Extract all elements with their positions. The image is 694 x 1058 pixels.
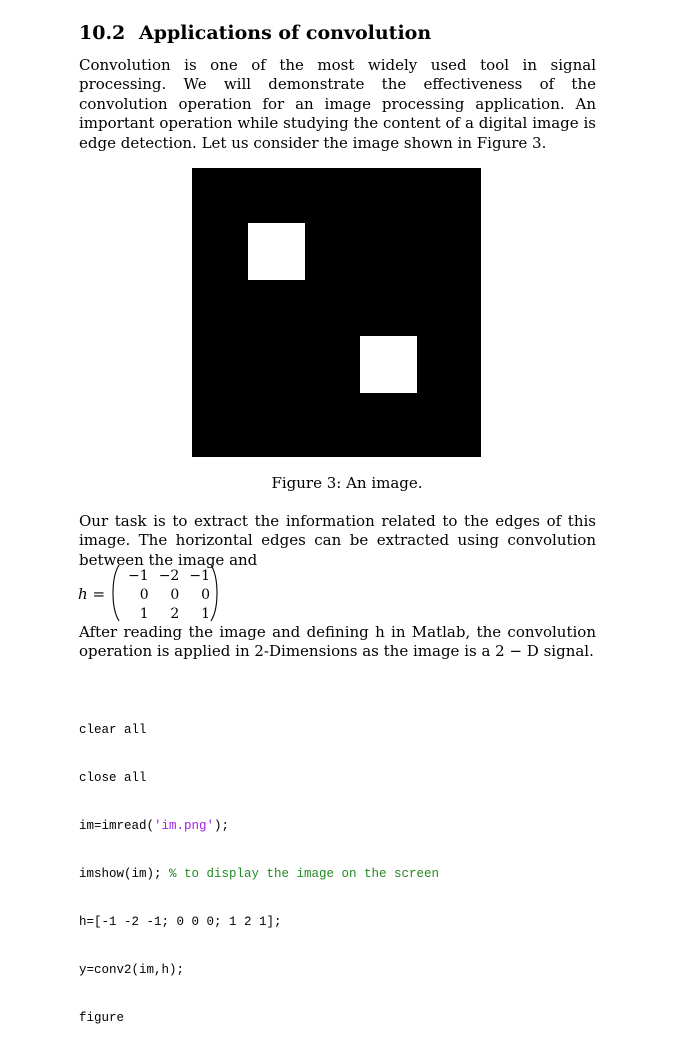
after-matrix-paragraph: After reading the image and defining h in Matlab, the convolution operation is applied in 2-Dimensions as the image is a 2 − D signal. — [79, 623, 596, 661]
code-line: y=conv2(im,h); — [79, 963, 185, 977]
matrix-cell: 0 — [201, 587, 211, 603]
matrix-left-paren — [110, 564, 120, 622]
figure-caption: Figure 3: An image. — [271, 474, 423, 492]
code-string: 'im.png' — [154, 819, 215, 833]
matrix-right-paren — [210, 564, 220, 622]
matrix-equals: = — [87, 585, 106, 603]
matrix-cell: 1 — [139, 606, 149, 622]
matrix-symbol: h — [78, 585, 88, 603]
code-line — [79, 818, 439, 834]
code-text: ); — [214, 819, 230, 833]
section-heading — [79, 22, 431, 44]
section-number: 10.2 — [79, 22, 126, 44]
code-line: figure — [79, 1011, 125, 1025]
convolution-kernel-matrix — [120, 567, 212, 624]
figure-3-image — [192, 168, 481, 457]
code-line — [79, 866, 439, 882]
matrix-cell: 2 — [170, 606, 180, 622]
task-paragraph: Our task is to extract the information related to the edges of this image. The horizontal edges can be extracted using convolution between the image and — [79, 512, 596, 569]
matrix-cell: −1 — [189, 568, 211, 584]
intro-paragraph: Convolution is one of the most widely used tool in signal processing. We will demonstrate the effectiveness of the convolution operation for an image processing application. An important operation while studying the content of a digital image is edge detection. Let us consider the image shown in Figure 3. — [79, 56, 596, 152]
white-square-top-left — [248, 223, 305, 280]
matrix-row — [120, 586, 212, 605]
white-square-bottom-right — [360, 336, 417, 393]
code-line: close all — [79, 771, 147, 785]
matrix-row — [120, 567, 212, 586]
code-text: imshow(im); — [79, 867, 170, 881]
code-line: clear all — [79, 723, 147, 737]
matrix-cell: −2 — [158, 568, 180, 584]
matrix-label — [78, 585, 105, 603]
matrix-cell: −1 — [128, 568, 149, 584]
matrix-cell: 0 — [170, 587, 180, 603]
code-text: im=imread( — [79, 819, 155, 833]
code-comment: % to display the image on the screen — [169, 867, 440, 881]
matrix-cell: 1 — [201, 606, 211, 622]
section-title: Applications of convolution — [139, 22, 432, 44]
code-line: h=[-1 -2 -1; 0 0 0; 1 2 1]; — [79, 915, 282, 929]
matlab-code-block — [79, 690, 439, 1058]
matrix-cell: 0 — [139, 587, 149, 603]
matrix-row — [120, 605, 212, 624]
